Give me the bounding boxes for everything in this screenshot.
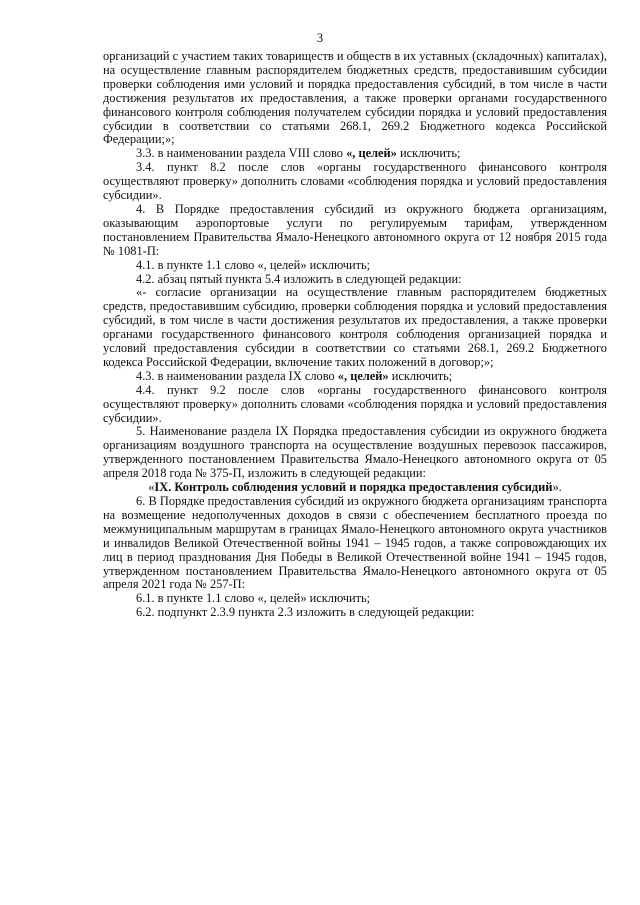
text-run: ». (552, 480, 562, 495)
paragraph-5: 5. Наименование раздела IX Порядка предоставления субсидии из окружного бюджета организациям воздушного транспорта на осуществление воздушных перевозок пассажиров, утвержденного постановлением Правительства Ямало-Ненецкого автономного округа от 05 апреля 2018 года № 375-П, изложить в следующей редакции: (103, 424, 607, 481)
page-number: 3 (316, 31, 324, 45)
paragraph-continuation: организаций с участием таких товариществ и обществ в их уставных (складочных) капиталах), на осуществление главным распорядителем бюджетных средств, предоставившим субсидии проверки соблюдения ими условий и порядка предоставления субсидий, в том числе в части достижения результатов их предоставления, а также проверки органами государственного финансового контроля соблюдения получателем субсидии порядка и условий предоставления субсидии в соответствии со статьями 268.1, 269.2 Бюджетного кодекса Российской Федерации;»; (103, 49, 607, 147)
bold-text: «, целей» (337, 368, 389, 383)
paragraph-6: 6. В Порядке предоставления субсидий из окружного бюджета организациям транспорта на возмещение недополученных доходов в связи с обеспечением бесплатного проезда по межмуниципальным маршрутам в границах Ямало-Ненецкого автономного округа участников и инвалидов Великой Отечественной войны 1941 – 1945 годов, а также сопровождающих их лиц в период празднования Дня Победы в Великой Отечественной войне 1941 – 1945 годов, утвержденном постановлением Правительства Ямало-Ненецкого автономного округа от 05 апреля 2021 года № 257-П: (103, 494, 607, 592)
paragraph-3-3 (103, 147, 607, 161)
paragraph-4-1: 4.1. в пункте 1.1 слово «, целей» исключить; (136, 257, 371, 272)
text-run: 4.3. в наименовании раздела IX слово (136, 368, 338, 383)
bold-text: IX. Контроль соблюдения условий и порядка предоставления субсидий (154, 480, 553, 495)
text-run: исключить; (388, 368, 453, 383)
text-run: 3.3. в наименовании раздела VIII слово (136, 146, 347, 161)
section-heading (103, 481, 607, 495)
paragraph-quoted-text: «- согласие организации на осуществление главным распорядителем бюджетных средств, предоставившим субсидию, проверки соблюдения порядка и условий предоставления субсидий, в том числе в части достижения результатов их предоставления, а также проверки органами государственного финансового контроля соблюдения организацией порядка и условий предоставления субсидии в соответствии со статьями 268.1, 269.2 Бюджетного кодекса Российской Федерации, включение таких положений в договор;»; (103, 285, 607, 369)
text-run: исключить; (396, 146, 461, 161)
paragraph-4-3 (103, 370, 607, 384)
paragraph-6-2: 6.2. подпункт 2.3.9 пункта 2.3 изложить в следующей редакции: (136, 605, 475, 620)
text-run: « (148, 480, 155, 495)
paragraph-3-4: 3.4. пункт 8.2 после слов «органы государственного финансового контроля осуществляют проверку» дополнить словами «соблюдения порядка и условий предоставления субсидии». (103, 160, 607, 203)
paragraph-4: 4. В Порядке предоставления субсидий из окружного бюджета организациям, оказывающим аэропортовые услуги по регулируемым тарифам, утвержденном постановлением Правительства Ямало-Ненецкого автономного округа от 12 ноября 2015 года № 1081-П: (103, 201, 607, 258)
paragraph-6-1: 6.1. в пункте 1.1 слово «, целей» исключить; (136, 591, 371, 606)
document-body (103, 50, 607, 620)
paragraph-4-4: 4.4. пункт 9.2 после слов «органы государственного финансового контроля осуществляют проверку» дополнить словами «соблюдения порядка и условий предоставления субсидии». (103, 382, 607, 425)
bold-text: «, целей» (346, 146, 397, 161)
paragraph-4-2: 4.2. абзац пятый пункта 5.4 изложить в следующей редакции: (136, 271, 462, 286)
